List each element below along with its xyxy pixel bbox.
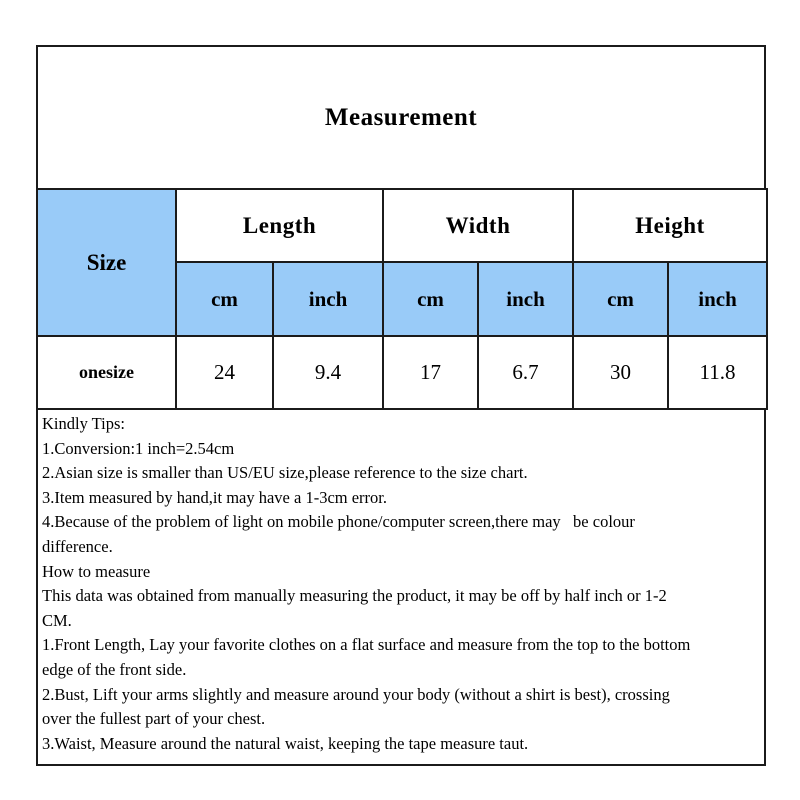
cell-height-inch: 11.8: [668, 336, 767, 409]
tips-line-colour-1: 4.Because of the problem of light on mobile phone/computer screen,there may be colour: [42, 512, 635, 532]
tips-line-bust-1: 2.Bust, Lift your arms slightly and measure around your body (without a shirt is best), crossing: [42, 684, 670, 704]
cell-length-inch: 9.4: [273, 336, 383, 409]
tips-line-bust-2: over the fullest part of your chest.: [42, 709, 266, 729]
unit-header-width-cm: cm: [383, 262, 478, 336]
cell-height-cm: 30: [573, 336, 668, 409]
unit-header-height-cm: cm: [573, 262, 668, 336]
cell-length-cm: 24: [176, 336, 273, 409]
chart-title-box: [36, 45, 766, 190]
tips-line-hand-measured: 3.Item measured by hand,it may have a 1-3cm error.: [42, 487, 388, 507]
tips-line-front-length-1: 1.Front Length, Lay your favorite clothes on a flat surface and measure from the top to the bottom: [42, 635, 691, 655]
chart-title: Measurement: [324, 103, 478, 131]
cell-width-cm: 17: [383, 336, 478, 409]
how-to-measure-heading: How to measure: [42, 561, 151, 581]
tips-line-waist: 3.Waist, Measure around the natural waist, keeping the tape measure taut.: [42, 733, 529, 753]
tips-line-front-length-2: edge of the front side.: [42, 659, 187, 679]
row-size-label: onesize: [37, 336, 176, 409]
tips-line-manual-data-1: This data was obtained from manually measuring the product, it may be off by half inch or 1-2: [42, 586, 667, 606]
size-header-cell: Size: [37, 189, 176, 336]
tips-heading: Kindly Tips:: [42, 414, 125, 433]
size-table: [36, 188, 768, 410]
group-header-height: Height: [573, 189, 767, 262]
tips-section: [36, 408, 766, 766]
tips-line-conversion: 1.Conversion:1 inch=2.54cm: [42, 438, 235, 458]
group-header-width: Width: [383, 189, 573, 262]
tips-line-asian-size: 2.Asian size is smaller than US/EU size,please reference to the size chart.: [42, 463, 528, 483]
unit-header-width-inch: inch: [478, 262, 573, 336]
measurement-size-chart: [36, 45, 766, 766]
unit-header-height-inch: inch: [668, 262, 767, 336]
tips-line-manual-data-2: CM.: [42, 610, 72, 630]
group-header-length: Length: [176, 189, 383, 262]
cell-width-inch: 6.7: [478, 336, 573, 409]
tips-line-colour-2: difference.: [42, 536, 113, 556]
unit-header-length-inch: inch: [273, 262, 383, 336]
table-row-onesize: [37, 336, 767, 409]
unit-header-length-cm: cm: [176, 262, 273, 336]
